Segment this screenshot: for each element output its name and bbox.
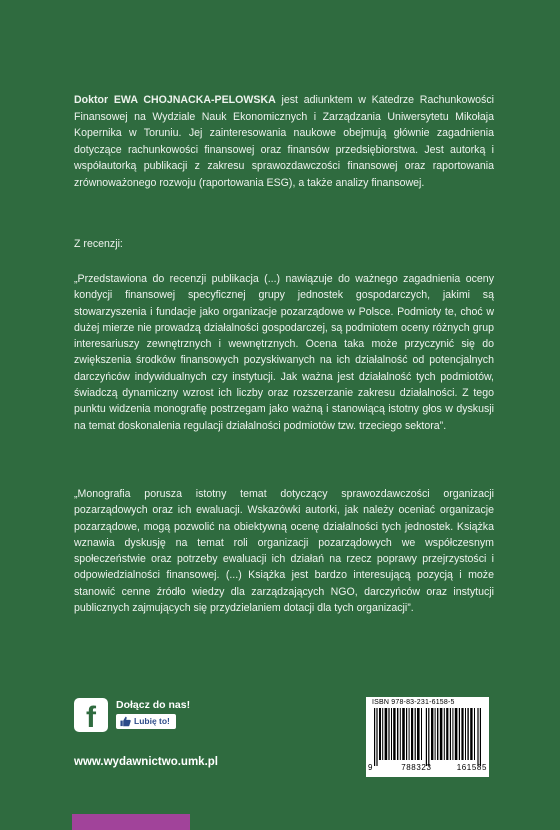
facebook-icon[interactable]: f: [74, 698, 108, 732]
barcode-bars: [374, 708, 481, 766]
author-bio-text: jest adiunktem w Katedrze Rachunkowości Finansowej na Wydziale Nauk Ekonomicznych i Zarządzania Uniwersytetu Mikołaja Kopernika w Toruniu. Jej zainteresowania naukowe obejmują głównie zagadnienia dotyczące rachunkowości finansowej oraz finansów przedsiębiorstwa. Jest autorką i współautorką publikacji z zakresu sprawozdawczości finansowej oraz raportowania zrównoważonego rozwoju (raportowania ESG), a także analizy finansowej.: [74, 94, 494, 189]
like-label: Lubię to!: [134, 716, 170, 726]
author-bio: [74, 92, 494, 192]
like-button[interactable]: [116, 714, 176, 729]
reviews-heading: Z recenzji:: [74, 238, 123, 250]
review-quote-2: „Monografia porusza istotny temat dotyczący sprawozdawczości organizacji pozarządowych oraz ich ewaluacji. Wskazówki autorki, jak należy oceniać organizacje pozarządowe, mogą pozwolić na obiektywną ocenę działalności tych jednostek. Książka wznawia dyskusję na temat roli organizacji pozarządowych we współczesnym społeczeństwie oraz potrzeby ewaluacji ich działań na rzecz poprawy przejrzystości i odpowiedzialności finansowej. (...) Książka jest bardzo interesującą pozycją i może stanowić cenne źródło wiedzy dla zarządzających NGO, darczyńców oraz instytucji publicznych zajmujących się przydzielaniem dotacji dla tych organizacji”.: [74, 488, 494, 615]
isbn-barcode: [366, 697, 489, 777]
barcode-digit-first: 9: [368, 763, 373, 772]
barcode-digits-left: 788323: [401, 763, 432, 772]
thumbs-up-icon: [120, 716, 131, 727]
accent-strip: [72, 814, 190, 830]
author-name: Doktor EWA CHOJNACKA-PELOWSKA: [74, 94, 276, 106]
barcode-digits-right: 161585: [456, 763, 487, 772]
website-link[interactable]: www.wydawnictwo.umk.pl: [74, 756, 218, 768]
isbn-text: ISBN 978-83-231-6158-5: [372, 699, 455, 706]
review-quote-1: „Przedstawiona do recenzji publikacja (...) nawiązuje do ważnego zagadnienia oceny kondycji finansowej specyficznej grupy jednostek gospodarczych, jakimi są stowarzyszenia i fundacje jako organizacje pozarządowe w Polsce. Podmioty te, choć w dużej mierze nie prowadzą działalności gospodarczej, są podmiotem oceny różnych grup interesariuszy zewnętrznych i wewnętrznych. Ocena taka może przyczynić się do zwiększenia środków finansowych pozyskiwanych na ich działalność od potencjalnych darczyńców indywidualnych czy instytucji. Jak ważna jest działalność tych podmiotów, świadczą dynamiczny wzrost ich liczby oraz rozszerzanie zakresu działalności. Z tego punktu widzenia monografię postrzegam jako ważną i stanowiącą istotny głos w dyskusji na temat doskonalenia regulacji działalności podmiotów tzw. trzeciego sektora”.: [74, 273, 494, 432]
join-us-label: Dołącz do nas!: [116, 699, 191, 711]
barcode-digits: [368, 763, 487, 772]
